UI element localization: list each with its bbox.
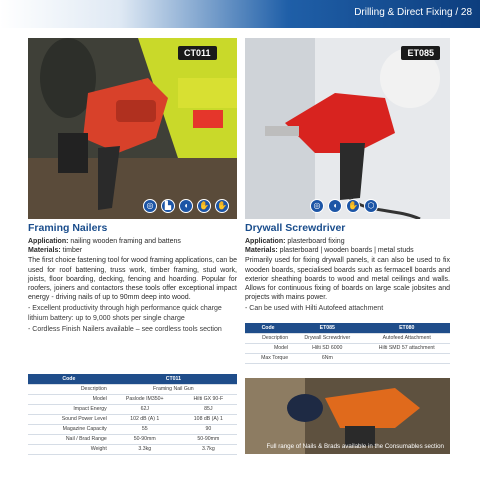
table-cell: Model <box>245 343 291 353</box>
section-title: Drywall Screwdriver <box>245 222 346 234</box>
table-header-row <box>28 374 237 384</box>
framing-nailers-section <box>28 222 237 334</box>
table-row <box>28 384 237 394</box>
table-cell: 55 <box>110 424 180 434</box>
table-row <box>28 414 237 424</box>
materials-line: Materials: timber <box>28 247 83 255</box>
framing-nailer-spec-table <box>28 374 237 455</box>
boot-icon: ▙ <box>161 199 175 213</box>
table-cell: Paslode IM350+ <box>110 394 180 404</box>
table-cell: 50-90mm <box>180 434 237 444</box>
table-row <box>245 333 450 343</box>
drywall-screwdriver-section <box>245 222 450 314</box>
glove-icon: ✋ <box>215 199 229 213</box>
consumables-note: Full range of Nails & Brads available in the Consumables section <box>266 443 444 450</box>
table-row <box>245 343 450 353</box>
table-row <box>245 353 450 363</box>
table-cell: Max Torque <box>245 353 291 363</box>
goggles-icon: ◎ <box>143 199 157 213</box>
glove-icon: ✋ <box>346 199 360 213</box>
table-cell: 102 dB (A) 1 <box>110 414 180 424</box>
table-cell: Hilti GX 90-F <box>180 394 237 404</box>
table-cell: Autofeed Attachment <box>363 333 450 343</box>
glove-icon: ✋ <box>197 199 211 213</box>
table-cell: 6Nm <box>291 353 363 363</box>
table-row <box>28 424 237 434</box>
product-code-tag: ET085 <box>401 46 440 60</box>
table-cell: 85J <box>180 404 237 414</box>
table-cell: Model <box>28 394 110 404</box>
table-cell: 90 <box>180 424 237 434</box>
ear-protection-icon: ◖ <box>328 199 342 213</box>
table-cell <box>363 353 450 363</box>
framing-nailer-photo <box>28 38 237 219</box>
table-cell: Framing Nail Gun <box>110 384 237 394</box>
table-cell: 62J <box>110 404 180 414</box>
drywall-screwdriver-illustration <box>245 38 450 219</box>
table-cell: Hilti SD 6000 <box>291 343 363 353</box>
table-cell: Sound Power Level <box>28 414 110 424</box>
table-cell: Hilti SMD 57 attachment <box>363 343 450 353</box>
page-title: Drilling & Direct Fixing / 28 <box>354 7 472 18</box>
consumables-banner <box>245 378 450 454</box>
table-row <box>28 434 237 444</box>
table-cell: 3.3kg <box>110 444 180 454</box>
application-line: Application: plasterboard fixing <box>245 238 345 245</box>
product-code-tag: CT011 <box>178 46 217 60</box>
section-title: Framing Nailers <box>28 222 108 234</box>
table-cell: 50-90mm <box>110 434 180 444</box>
table-cell: Magazine Capacity <box>28 424 110 434</box>
table-header-cell: Code <box>245 323 291 333</box>
table-cell: Nail / Brad Range <box>28 434 110 444</box>
application-line: Application: nailing wooden framing and battens <box>28 238 181 245</box>
table-row <box>28 444 237 454</box>
table-header-cell: Code <box>28 374 110 384</box>
materials-line: Materials: plasterboard | wooden boards | metal studs <box>245 247 414 255</box>
ear-protection-icon: ◖ <box>179 199 193 213</box>
feature-bullet: - Excellent productivity through high performance quick charge lithium battery: up to 9,000 shots per single charge <box>28 305 222 322</box>
table-cell: 3.7kg <box>180 444 237 454</box>
ppe-icons-row <box>310 199 378 213</box>
table-cell: Impact Energy <box>28 404 110 414</box>
table-header-cell: ET080 <box>363 323 450 333</box>
shield-icon: ⬡ <box>364 199 378 213</box>
table-row <box>28 394 237 404</box>
drywall-screwdriver-photo <box>245 38 450 219</box>
table-cell: Description <box>28 384 110 394</box>
description-paragraph: The first choice fastening tool for wood framing applications, can be used for roof battening, truss work, timber framing, stud work, joists, floor boarding, decking, fencing and hoarding. Popular for roofers, joiners and contactors these tools offer exceptional impact energy - driving nails of up to 90mm deep into wood. <box>28 257 237 302</box>
table-header-cell: ET085 <box>291 323 363 333</box>
table-cell: Description <box>245 333 291 343</box>
table-cell: Weight <box>28 444 110 454</box>
table-cell: Drywall Screwdriver <box>291 333 363 343</box>
table-cell: 108 dB (A) 1 <box>180 414 237 424</box>
description-paragraph: Primarily used for fixing drywall panels, it can also be used to fix wooden boards, specialised boards such as fermacell boards and exterior sheathing boards to wood and metal ceilings and walls. Allows for continuous fixing of boards on large scale jobsites and projects with mains power. <box>245 257 450 302</box>
feature-bullet: - Cordless Finish Nailers available – see cordless tools section <box>28 325 222 333</box>
framing-nailer-illustration <box>28 38 237 219</box>
table-header-row <box>245 323 450 333</box>
goggles-icon: ◎ <box>310 199 324 213</box>
table-row <box>28 404 237 414</box>
table-header-cell: CT011 <box>110 374 237 384</box>
page-header <box>0 0 480 28</box>
drywall-spec-table <box>245 323 450 364</box>
ppe-icons-row <box>143 199 229 213</box>
feature-bullet: - Can be used with Hilti Autofeed attachment <box>245 305 384 313</box>
